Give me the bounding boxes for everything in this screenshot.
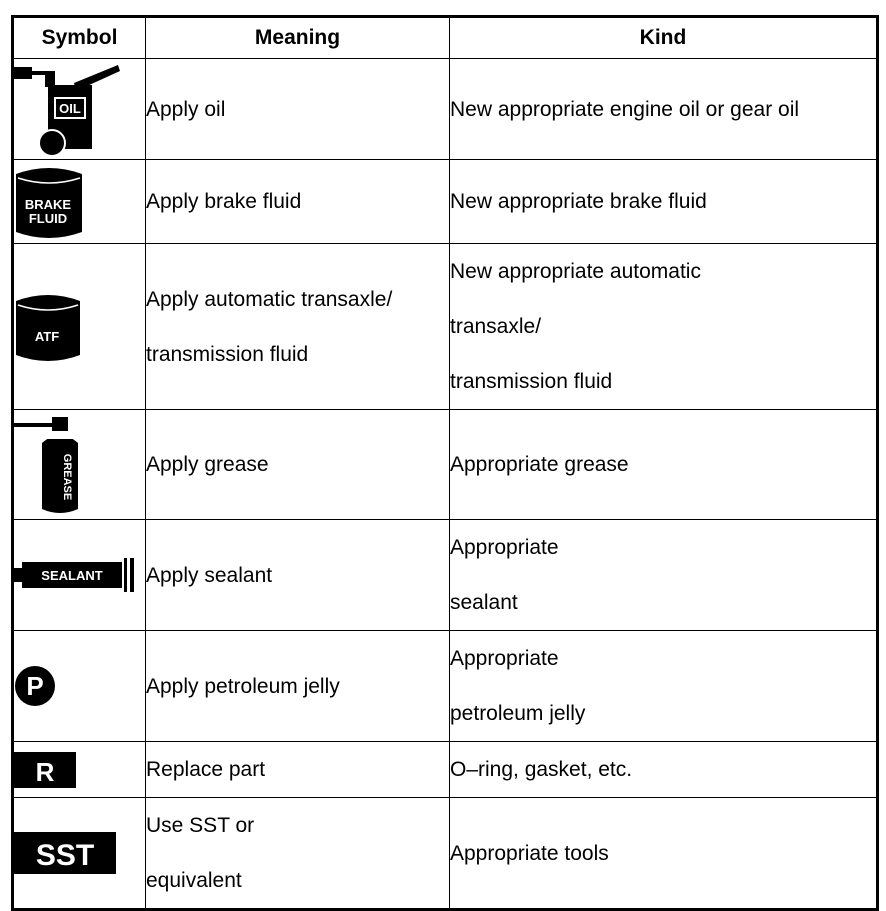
symbol-table [11, 15, 879, 911]
meaning-cell: Apply brake fluid [146, 160, 450, 244]
grease-can-icon [14, 413, 94, 517]
table-row [13, 160, 878, 244]
symbol-cell [13, 631, 146, 742]
table-row [13, 410, 878, 520]
table-row [13, 742, 878, 798]
symbol-cell [13, 410, 146, 520]
icon-label: SEALANT [41, 568, 103, 583]
sst-icon [14, 830, 116, 876]
table-row [13, 520, 878, 631]
table-row [13, 798, 878, 910]
table-row [13, 631, 878, 742]
replace-part-icon [14, 750, 76, 790]
table-header-row [13, 17, 878, 59]
header-kind: Kind [450, 17, 878, 59]
header-meaning: Meaning [146, 17, 450, 59]
brake-fluid-can-icon [14, 164, 84, 240]
header-symbol: Symbol [13, 17, 146, 59]
table-row [13, 244, 878, 410]
symbol-cell [13, 798, 146, 910]
kind-cell: New appropriate automatic transaxle/ transmission fluid [450, 244, 878, 410]
icon-label-line2: FLUID [28, 210, 68, 226]
kind-cell: Appropriate grease [450, 410, 878, 520]
symbol-cell [13, 160, 146, 244]
icon-label: SST [35, 839, 95, 872]
meaning-cell: Apply sealant [146, 520, 450, 631]
petroleum-jelly-icon [14, 664, 58, 708]
kind-cell: Appropriate tools [450, 798, 878, 910]
kind-cell: Appropriate petroleum jelly [450, 631, 878, 742]
meaning-cell: Replace part [146, 742, 450, 798]
kind-cell: New appropriate engine oil or gear oil [450, 59, 878, 160]
meaning-cell: Apply grease [146, 410, 450, 520]
symbol-cell [13, 742, 146, 798]
icon-label: ATF [34, 328, 60, 344]
symbol-cell [13, 244, 146, 410]
meaning-cell: Apply automatic transaxle/ transmission fluid [146, 244, 450, 410]
kind-cell: O–ring, gasket, etc. [450, 742, 878, 798]
icon-label: P [26, 671, 44, 701]
atf-can-icon [14, 291, 82, 363]
icon-label-line1: BRAKE [24, 196, 72, 212]
icon-label: OIL [59, 101, 81, 116]
meaning-cell: Apply oil [146, 59, 450, 160]
table-row [13, 59, 878, 160]
sealant-tube-icon [14, 556, 136, 594]
symbol-cell [13, 520, 146, 631]
kind-cell: New appropriate brake fluid [450, 160, 878, 244]
meaning-cell: Use SST or equivalent [146, 798, 450, 910]
icon-label: GREASE [61, 453, 73, 500]
symbol-cell [13, 59, 146, 160]
meaning-cell: Apply petroleum jelly [146, 631, 450, 742]
oil-can-icon [14, 61, 126, 157]
icon-label: R [35, 756, 55, 787]
kind-cell: Appropriate sealant [450, 520, 878, 631]
